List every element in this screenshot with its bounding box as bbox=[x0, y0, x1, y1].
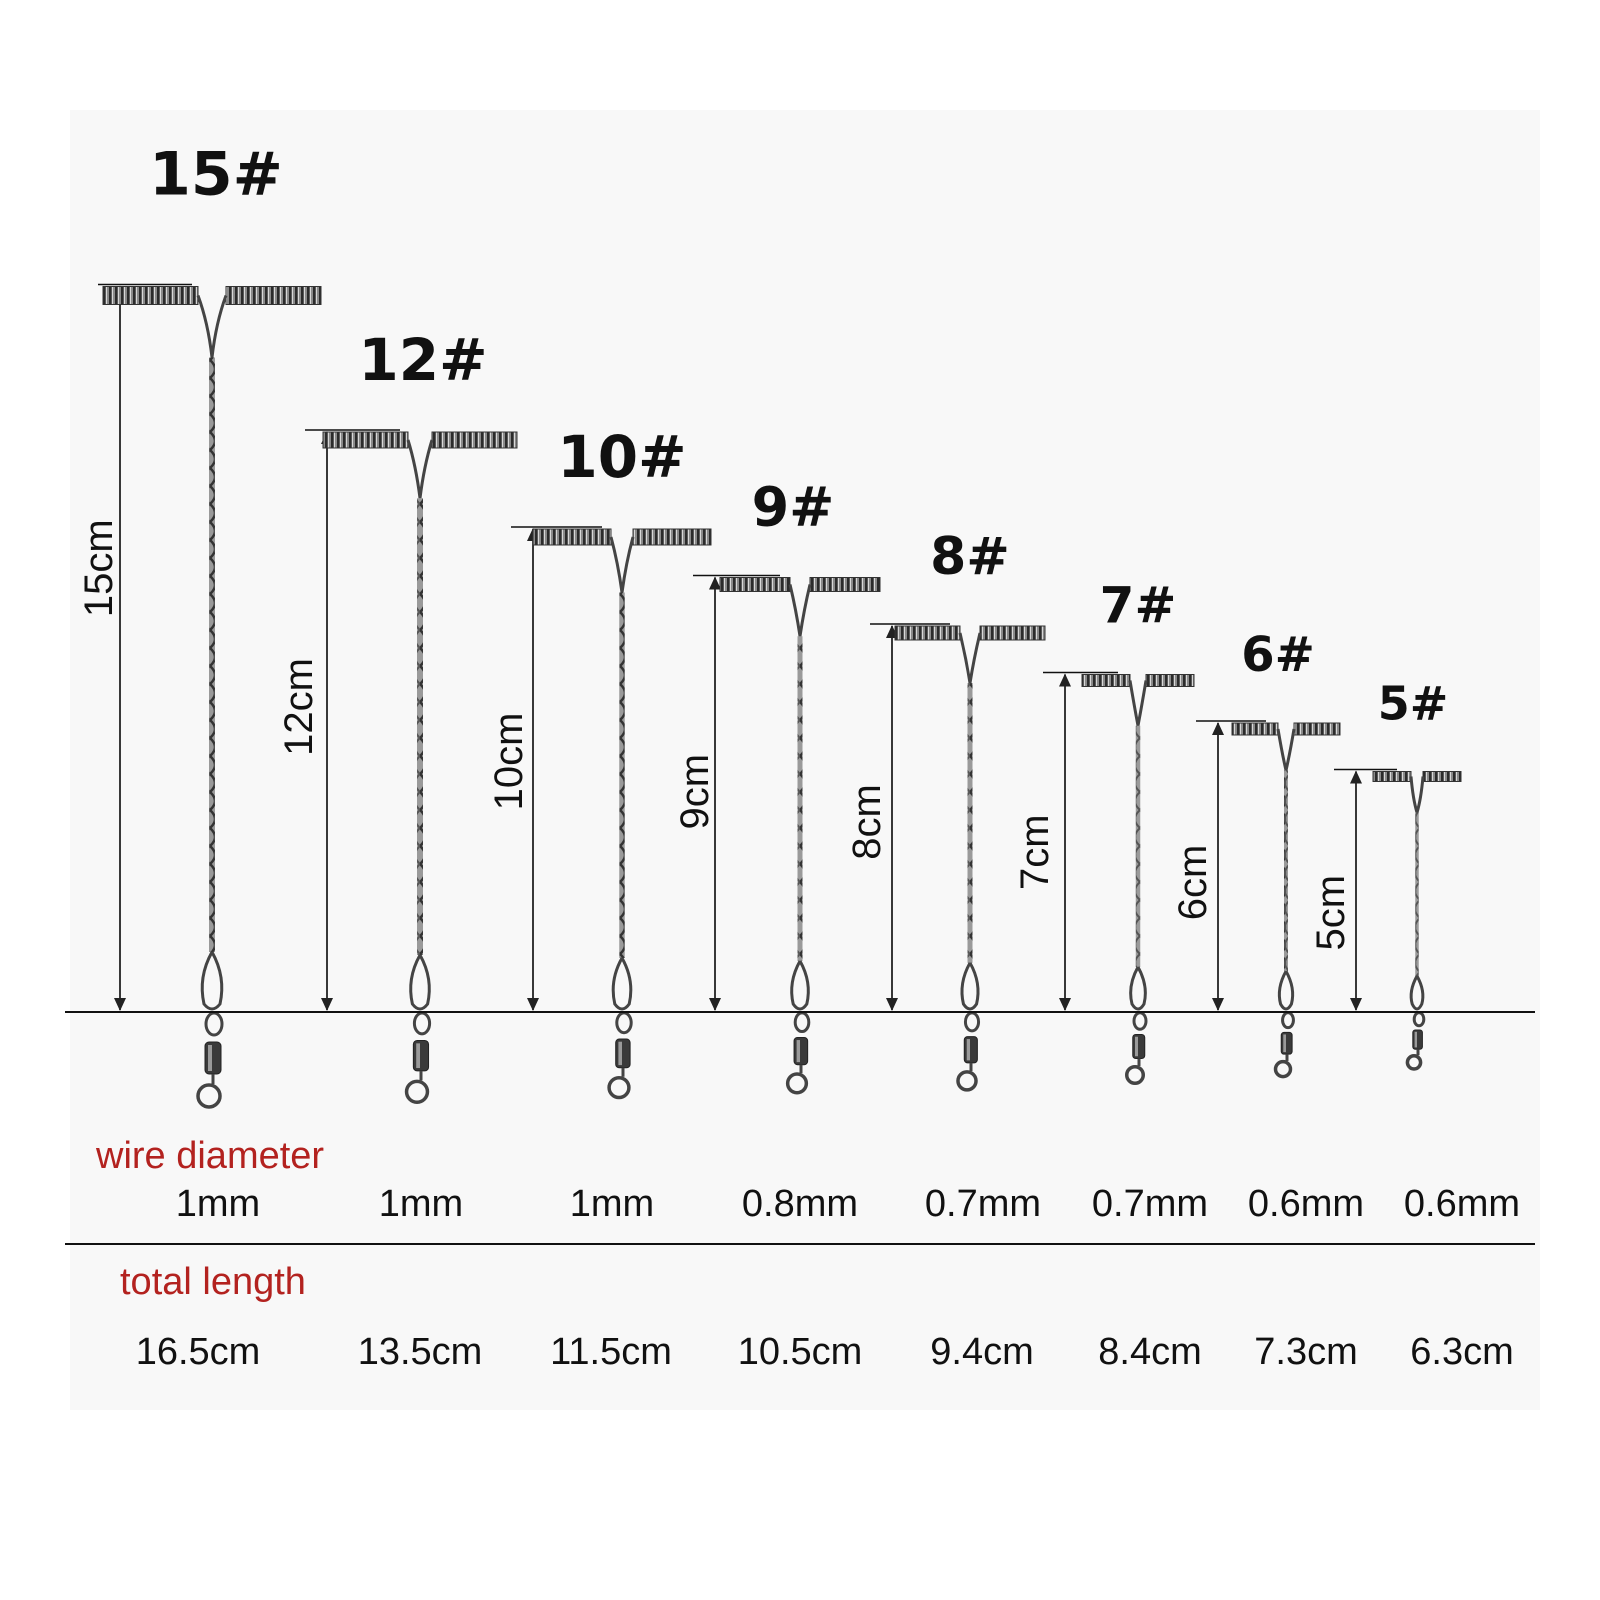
wire-diameter-value: 1mm bbox=[378, 1183, 464, 1225]
spring-coil-right bbox=[810, 578, 880, 592]
wire-diameter-value: 0.6mm bbox=[1403, 1183, 1521, 1225]
size-title: 5# bbox=[1377, 676, 1449, 731]
wire-diameter-value: 0.6mm bbox=[1247, 1183, 1365, 1225]
twisted-wire bbox=[619, 593, 625, 959]
spring-coil-right bbox=[633, 529, 711, 545]
total-length-value: 11.5cm bbox=[550, 1331, 672, 1373]
spring-coil-right bbox=[980, 626, 1045, 640]
spring-coil-left bbox=[895, 626, 960, 640]
twisted-wire bbox=[1415, 813, 1419, 977]
spring-coil-left bbox=[533, 529, 611, 545]
size-title: 7# bbox=[1099, 576, 1177, 635]
spring-coil-left bbox=[1373, 772, 1411, 782]
spring-coil-right bbox=[1294, 723, 1340, 735]
twisted-wire bbox=[798, 636, 803, 961]
total-length-value: 7.3cm bbox=[1254, 1331, 1358, 1373]
twisted-wire bbox=[1284, 770, 1288, 971]
spring-coil-right bbox=[1146, 675, 1194, 687]
total-length-value: 10.5cm bbox=[737, 1331, 863, 1373]
height-label: 8cm bbox=[845, 784, 889, 860]
total-length-value: 6.3cm bbox=[1410, 1331, 1514, 1373]
total-length-value: 8.4cm bbox=[1098, 1331, 1202, 1373]
wire-diameter-value: 0.8mm bbox=[741, 1183, 859, 1225]
height-label: 10cm bbox=[487, 712, 531, 811]
total-length-label: total length bbox=[120, 1261, 306, 1303]
spring-coil-right bbox=[1423, 772, 1461, 782]
spring-coil-left bbox=[720, 578, 790, 592]
spring-coil-left bbox=[323, 432, 408, 448]
wire-diameter-label: wire diameter bbox=[96, 1135, 325, 1177]
height-label: 7cm bbox=[1013, 814, 1057, 891]
spring-coil-left bbox=[1232, 723, 1278, 735]
total-length-value: 9.4cm bbox=[930, 1331, 1034, 1373]
height-label: 15cm bbox=[77, 519, 121, 618]
spring-coil-left bbox=[1082, 675, 1130, 687]
twisted-wire bbox=[209, 358, 215, 953]
spring-coil-left bbox=[103, 287, 198, 305]
size-title: 9# bbox=[751, 475, 835, 539]
twisted-wire bbox=[417, 498, 423, 955]
spring-coil-right bbox=[226, 287, 321, 305]
size-title: 12# bbox=[358, 326, 488, 394]
wire-diameter-value: 1mm bbox=[175, 1183, 261, 1225]
height-label: 5cm bbox=[1309, 874, 1353, 951]
spring-coil-right bbox=[432, 432, 517, 448]
height-label: 12cm bbox=[277, 658, 321, 756]
wire-diameter-value: 0.7mm bbox=[924, 1183, 1042, 1225]
size-title: 10# bbox=[557, 423, 687, 491]
height-label: 9cm bbox=[673, 753, 717, 830]
twisted-wire bbox=[1136, 726, 1141, 967]
height-label: 6cm bbox=[1171, 844, 1215, 921]
twisted-wire bbox=[968, 683, 973, 963]
wire-diameter-value: 0.7mm bbox=[1091, 1183, 1209, 1225]
total-length-value: 16.5cm bbox=[135, 1331, 261, 1373]
size-title: 6# bbox=[1241, 627, 1315, 683]
size-title: 8# bbox=[930, 527, 1010, 587]
total-length-value: 13.5cm bbox=[357, 1331, 483, 1373]
size-title: 15# bbox=[149, 139, 283, 210]
wire-diameter-value: 1mm bbox=[569, 1183, 655, 1225]
